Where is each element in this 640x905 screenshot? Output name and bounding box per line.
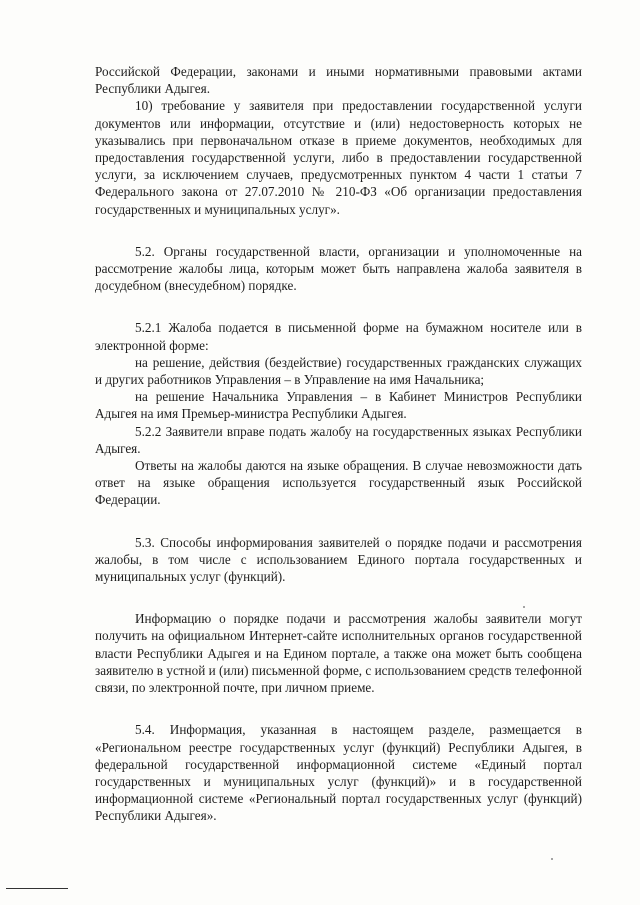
section-5-2-heading: 5.2. Органы государственной власти, организации и уполномоченные на рассмотрение жалобы лица, которым может быть направлена жалоба заявителя в досудебном (внесудебном) порядке. [95,243,582,294]
scan-speck [523,606,525,608]
section-5-2-2-answers: Ответы на жалобы даются на языке обращения. В случае невозможности дать ответ на языке обращения используется государственный язык Российской Федерации. [95,458,582,508]
section-5-3-text: Информацию о порядке подачи и рассмотрения жалобы заявители могут получить на официальном Интернет-сайте исполнительных органов государственной власти Республики Адыгея и на Едином портале, а также она может быть сообщена заявителю в устной и (или) письменной форме, с использованием средств телефонной связи, по электронной почте, при личном приеме. [95,611,582,696]
footnote-rule [6,888,68,889]
section-5-2-2: 5.2.2 Заявители вправе подать жалобу на государственных языках Республики Адыгея. [95,423,582,456]
scan-speck [551,858,553,860]
section-5-2-1-item-2: на решение Начальника Управления – в Кабинет Министров Республики Адыгея на имя Премьер-министра Республики Адыгея. [95,389,582,422]
section-5-3-heading: 5.3. Способы информирования заявителей о порядке подачи и рассмотрения жалобы, в том числе с использованием Единого портала государственных и муниципальных услуг (функций). [95,534,582,585]
paragraph-continuation: Российской Федерации, законами и иными нормативными правовыми актами Республики Адыгея. [95,64,582,97]
section-5-2-1: 5.2.1 Жалоба подается в письменной форме на бумажном носителе или в электронной форме: [95,320,582,353]
document-body [95,63,582,825]
section-5-4-text: 5.4. Информация, указанная в настоящем разделе, размещается в «Региональном реестре государственных услуг (функций) Республики Адыгея, в федеральной государственной информационной системе «Единый портал государственных и муниципальных услуг (функций)» и в государственной информационной системе «Региональный портал государственных услуг (функций) Республики Адыгея». [95,722,582,824]
paragraph-item-10: 10) требование у заявителя при предоставлении государственной услуги документов или информации, отсутствие и (или) недостоверность которых не указывались при первоначальном отказе в приеме документов, необходимых для предоставления государственной услуги, либо в предоставлении государственной услуги, за исключением случаев, предусмотренных пунктом 4 части 1 статьи 7 Федерального закона от 27.07.2010 № 210-ФЗ «Об организации предоставления государственных и муниципальных услуг». [95,98,582,217]
section-5-2-1-item-1: на решение, действия (бездействие) государственных гражданских служащих и других работников Управления – в Управление на имя Начальника; [95,354,582,388]
